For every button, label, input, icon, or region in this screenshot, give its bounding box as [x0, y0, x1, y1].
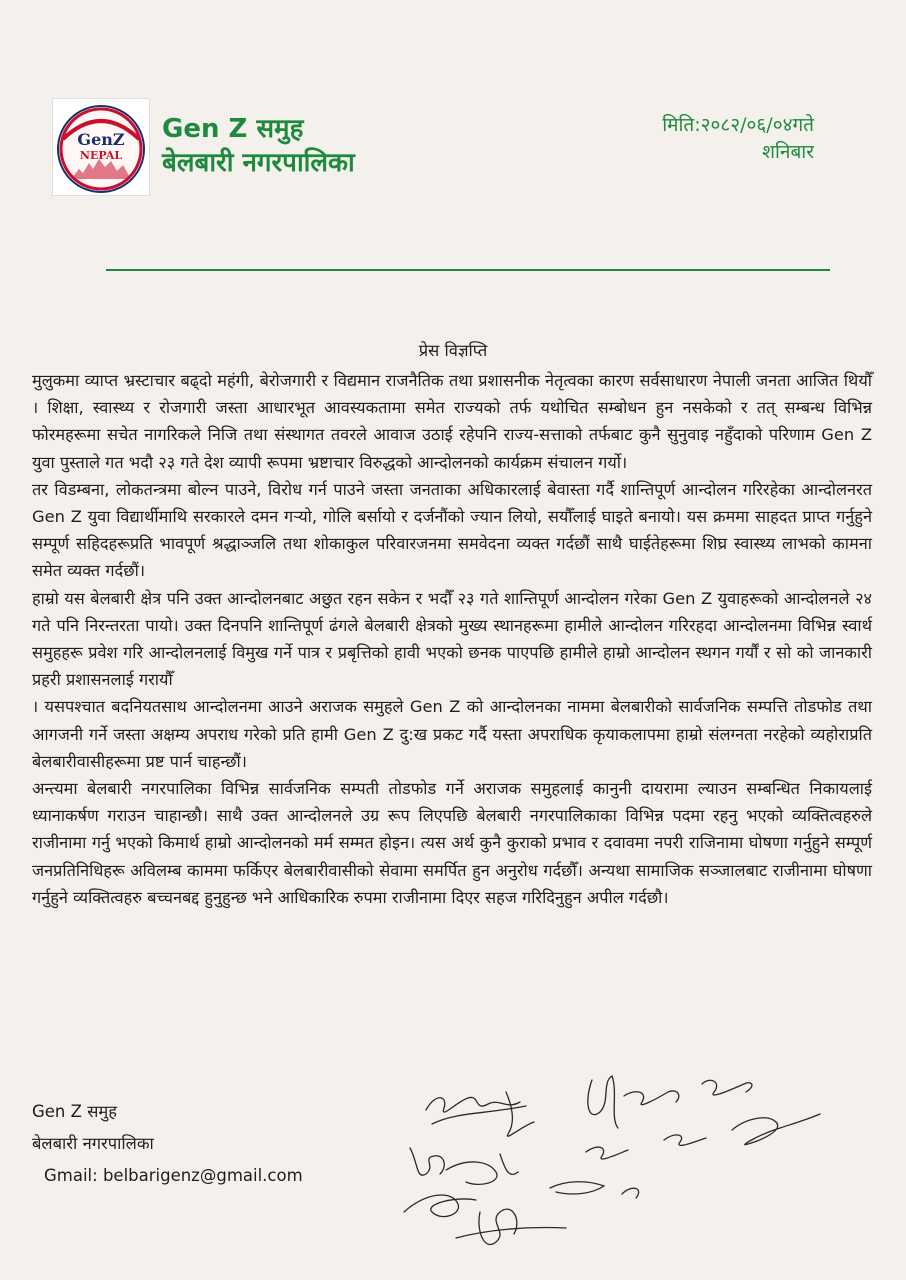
logo-text-nepal: NEPAL: [79, 149, 123, 162]
press-release-body: [32, 367, 872, 911]
header-divider: [106, 269, 830, 271]
day-text: शनिबार: [762, 141, 814, 163]
signatures-icon: [396, 1062, 836, 1262]
genz-nepal-logo: [52, 98, 150, 196]
paragraph-3: हाम्रो यस बेलबारी क्षेत्र पनि उक्त आन्दोलनबाट अछुत रहन सकेन र भदौँ २३ गते शान्तिपूर्ण आन्दोलन गरेका Gen Z युवाहरूको आन्दोलनले २४ गते पनि निरन्तरता पायो। उक्त दिनपनि शान्तिपूर्ण ढंगले बेलबारी क्षेत्रको मुख्य स्थानहरूमा हामीले आन्दोलन गरिरहदा आन्दोलनमा विभिन्न स्वार्थ समुहहरू प्रवेश गरि आन्दोलनलाई विमुख गर्ने पात्र र प्रबृत्तिको हावी भएको छनक पाएपछि हामीले हाम्रो आन्दोलन स्थगन गर्यौं र सो को जानकारी प्रहरी प्रशासनलाई गरायौँ: [32, 588, 872, 690]
paragraph-2: तर विडम्बना, लोकतन्त्रमा बोल्न पाउने, विरोध गर्न पाउने जस्ता जनताका अधिकारलाई बेवास्ता गर्दै शान्तिपूर्ण आन्दोलन गरिरहेका आन्दोलनरत Gen Z युवा विद्यार्थीमाथि सरकारले दमन गर्‍यो, गोलि बर्सायो र दर्जनौंको ज्यान लियो, सयौँलाई घाइते बनायो। यस क्रममा साहदत प्राप्त गर्नुहुने सम्पूर्ण सहिदहरूप्रति भावपूर्ण श्रद्धाञ्जलि तथा शोकाकुल परिवारजनमा समवेदना व्यक्त गर्दछौं साथै घाईतेहरूमा शिघ्र स्वास्थ्य लाभको कामना समेत व्यक्त गर्दछौं।: [32, 479, 872, 581]
document-title: प्रेस विज्ञप्ति: [418, 341, 488, 360]
org-location: बेलबारी नगरपालिका: [162, 148, 355, 178]
org-name: Gen Z समुह: [162, 114, 304, 144]
handwritten-signatures: [396, 1062, 836, 1262]
org-header: [162, 112, 355, 180]
logo-icon: [53, 99, 149, 195]
date-block: [662, 112, 814, 166]
footer-location: बेलबारी नगरपालिका: [32, 1134, 154, 1153]
signature-block: [32, 1096, 303, 1192]
footer-email: Gmail: belbarigenz@gmail.com: [44, 1166, 303, 1185]
footer-group: Gen Z समुह: [32, 1102, 117, 1121]
paragraph-4: । यसपश्चात बदनियतसाथ आन्दोलनमा आउने अराजक समुहले Gen Z को आन्दोलनका नाममा बेलबारीको सार्वजनिक सम्पत्ति तोडफोड तथा आगजनी गर्ने जस्ता अक्षम्य अपराध गरेको प्रति हामी Gen Z दु:ख प्रकट गर्दै यस्ता अपराधिक कृयाकलापमा हाम्रो संलग्नता नरहेको व्यहोराप्रति बेलबारीवासीहरूमा प्रष्ट पार्न चाहन्छौं।: [32, 697, 872, 771]
logo-text-genz: GenZ: [77, 130, 125, 149]
date-text: मिति:२०८२/०६/०४गते: [662, 114, 814, 136]
paragraph-1: मुलुकमा व्याप्त भ्रस्टाचार बढ्दो महंगी, बेरोजगारी र विद्यमान राजनैतिक तथा प्रशासनीक नेतृत्वका कारण सर्वसाधारण नेपाली जनता आजित थियौँ । शिक्षा, स्वास्थ्य र रोजगारी जस्ता आधारभूत आवस्यकतामा समेत राज्यको तर्फ यथोचित सम्बोधन हुन नसकेको र तत् सम्बन्ध विभिन्न फोरमहरूमा सचेत नागरिकले निजि तथा संस्थागत तवरले आवाज उठाई रहेपनि राज्य-सत्ताको तर्फबाट कुनै सुनुवाइ नहुँदाको परिणाम Gen Z युवा पुस्ताले गत भदौ २३ गते देश व्यापी रूपमा भ्रष्टाचार विरुद्धको आन्दोलनको कार्यक्रम संचालन गर्यो।: [32, 371, 872, 472]
paragraph-5: अन्त्यमा बेलबारी नगरपालिका विभिन्न सार्वजनिक सम्पती तोडफोड गर्ने अराजक समुहलाई कानुनी दायरामा ल्याउन सम्बन्धित निकायलाई ध्यानाकर्षण गराउन चाहान्छौ। साथै उक्त आन्दोलनले उग्र रूप लिएपछि बेलबारी नगरपालिकाका विभिन्न पदमा रहनु भएको व्यक्तित्वहरुले राजीनामा गर्नु भएको किमार्थ हाम्रो आन्दोलनको मर्म सम्मत होइन। त्यस अर्थ कुनै कुराको प्रभाव र दवावमा नपरी राजिनामा घोषणा गर्नुहुने सम्पूर्ण जनप्रतिनिधिहरू अविलम्ब काममा फर्किएर बेलबारीवासीको सेवामा समर्पित हुन अनुरोध गर्दछौँ। अन्यथा सामाजिक सञ्जालबाट राजीनामा घोषणा गर्नुहुने व्यक्तित्वहरु बच्चनबद्द हुनुहुन्छ भने आधिकारिक रुपमा राजीनामा दिएर सहज गरिदिनुहुन अपील गर्दछौ।: [32, 779, 872, 907]
